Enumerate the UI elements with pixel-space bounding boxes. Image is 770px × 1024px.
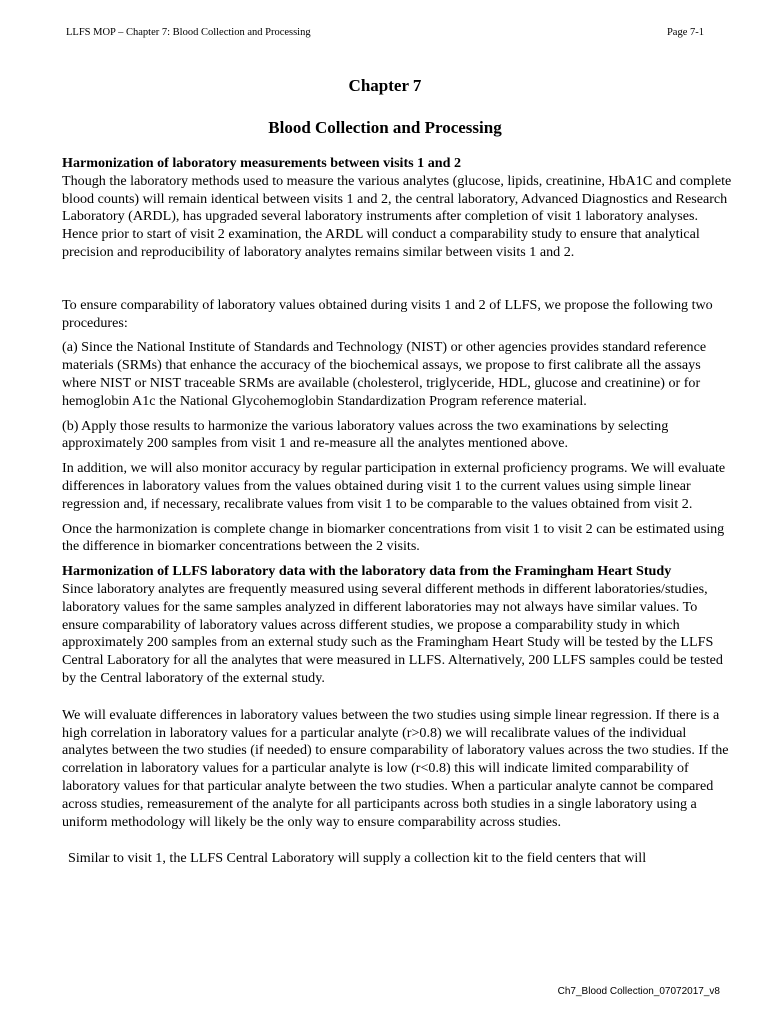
chapter-heading: Chapter 7 — [348, 76, 422, 95]
document-body — [62, 155, 734, 868]
paragraph: Though the laboratory methods used to measure the various analytes (glucose, lipids, creatinine, HbA1C and complete blood counts) will remain identical between visits 1 and 2, the central laboratory, Advanced Diagnostics and Research Laboratory (ARDL), has upgraded several laboratory instruments after completion of visit 1 laboratory analyses. Hence prior to start of visit 2 examination, the ARDL will conduct a comparability study to ensure that analytical precision and reproducibility of laboratory analytes remains similar between visits 1 and 2. — [62, 172, 732, 260]
page-number: Page 7-1 — [666, 27, 704, 38]
footer-filename: Ch7_Blood Collection_07072017_v8 — [557, 986, 720, 997]
paragraph-procedure-a: (a) Since the National Institute of Standards and Technology (NIST) or other agencies provides standard reference materials (SRMs) that enhance the accuracy of the biochemical assays, we propose to first calibrate all the assays where NIST or NIST traceable SRMs are available (cholesterol, triglyceride, HDL, glucose and creatinine) or for hemoglobin A1c the National Glycohemoglobin Standardization Program reference material. — [62, 339, 707, 409]
paragraph: In addition, we will also monitor accuracy by regular participation in external proficiency programs. We will evaluate differences in laboratory values from the values obtained during visit 1 to the current values using simple linear regression and, if necessary, recalibrate values from visit 1 to be comparable to the values obtained from visit 2. — [62, 460, 726, 512]
section-heading-visits-harmonization: Harmonization of laboratory measurements between visits 1 and 2 — [62, 155, 462, 171]
paragraph: Once the harmonization is complete change in biomarker concentrations from visit 1 to visit 2 can be estimated using the difference in biomarker concentrations between the 2 visits. — [62, 520, 725, 555]
paragraph: We will evaluate differences in laboratory values between the two studies using simple linear regression. If there is a high correlation in laboratory values for a particular analyte (r>0.8) we will recalibrate values of the individual analytes between the two studies (if needed) to ensure comparability of laboratory values across the two studies. If the correlation in laboratory values for a particular analyte is low (r<0.8) this will indicate limited comparability of laboratory values for that particular analyte between the two studies. When a particular analyte cannot be compared across studies, remeasurement of the analyte for all participants across both studies in a single laboratory using a uniform methodology will likely be the only way to ensure comparability across studies. — [62, 706, 729, 830]
running-header-title: LLFS MOP – Chapter 7: Blood Collection and Processing — [66, 27, 311, 38]
paragraph: To ensure comparability of laboratory values obtained during visits 1 and 2 of LLFS, we propose the following two procedures: — [62, 296, 713, 331]
page-title: Blood Collection and Processing — [268, 118, 502, 137]
paragraph-procedure-b: (b) Apply those results to harmonize the various laboratory values across the two examinations by selecting approximately 200 samples from visit 1 and re-measure all the analytes mentioned above. — [62, 417, 669, 452]
section-heading-framingham-harmonization: Harmonization of LLFS laboratory data with the laboratory data from the Framingham Heart Study — [62, 563, 672, 580]
paragraph: Since laboratory analytes are frequently measured using several different methods in different laboratories/studies, laboratory values for the same samples analyzed in different laboratories may not always have similar values. To ensure comparability of laboratory values across different studies, we propose a comparability study in which approximately 200 samples from an external study such as the Framingham Heart Study will be tested by the LLFS Central Laboratory for all the analytes that were measured in LLFS. Alternatively, 200 LLFS samples could be tested by the Central laboratory of the external study. — [62, 580, 723, 686]
paragraph-continued: Similar to visit 1, the LLFS Central Laboratory will supply a collection kit to the field centers that will — [68, 850, 647, 867]
